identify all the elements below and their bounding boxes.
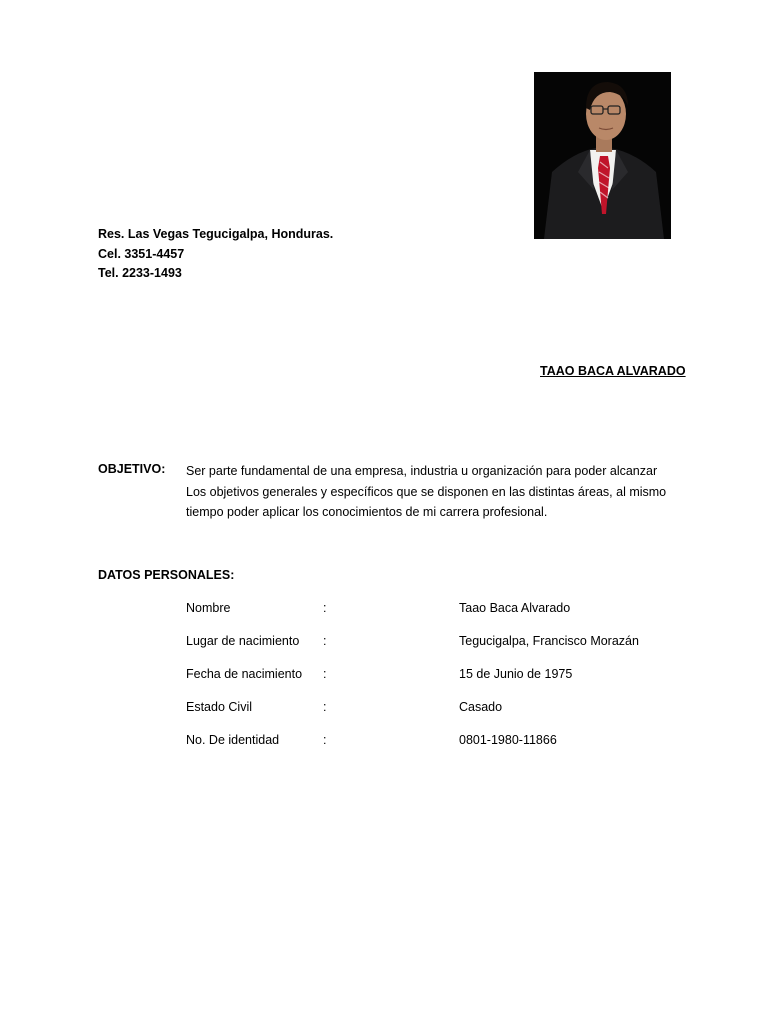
personal-data-label: DATOS PERSONALES: — [98, 568, 235, 582]
portrait-illustration — [534, 72, 671, 239]
personal-row-name — [0, 601, 768, 619]
cell-phone-line: Cel. 3351-4457 — [98, 246, 185, 261]
objective-line: tiempo poder aplicar los conocimientos de mi carrera profesional. — [186, 505, 548, 519]
telephone-line: Tel. 2233-1493 — [98, 266, 182, 280]
objective-line: Los objetivos generales y específicos que se disponen en las distintas áreas, al mismo — [186, 484, 667, 499]
separator: : — [323, 601, 327, 615]
field-label: Lugar de nacimiento — [186, 634, 300, 648]
personal-row-birthplace — [0, 634, 768, 652]
separator: : — [323, 667, 327, 681]
personal-row-id-number — [0, 733, 768, 751]
objective-line: Ser parte fundamental de una empresa, industria u organización para poder alcanzar — [186, 464, 658, 478]
separator: : — [323, 733, 327, 747]
objective-text — [186, 461, 676, 523]
field-value: Casado — [459, 700, 503, 714]
separator: : — [323, 634, 327, 648]
field-label: Nombre — [186, 601, 231, 615]
contact-block — [98, 225, 333, 284]
field-value: Tegucigalpa, Francisco Morazán — [459, 634, 639, 648]
personal-row-birthdate — [0, 667, 768, 685]
field-value: 15 de Junio de 1975 — [459, 667, 573, 681]
separator: : — [323, 700, 327, 714]
personal-row-civil-status — [0, 700, 768, 718]
name-heading: TAAO BACA ALVARADO — [540, 364, 686, 378]
profile-photo — [534, 72, 671, 239]
field-label: Estado Civil — [186, 700, 252, 714]
field-value: Taao Baca Alvarado — [459, 601, 571, 615]
field-value: 0801-1980-11866 — [459, 733, 557, 747]
objective-label: OBJETIVO: — [98, 462, 166, 476]
field-label: No. De identidad — [186, 733, 280, 747]
field-label: Fecha de nacimiento — [186, 667, 303, 681]
address-line: Res. Las Vegas Tegucigalpa, Honduras. — [98, 227, 334, 241]
